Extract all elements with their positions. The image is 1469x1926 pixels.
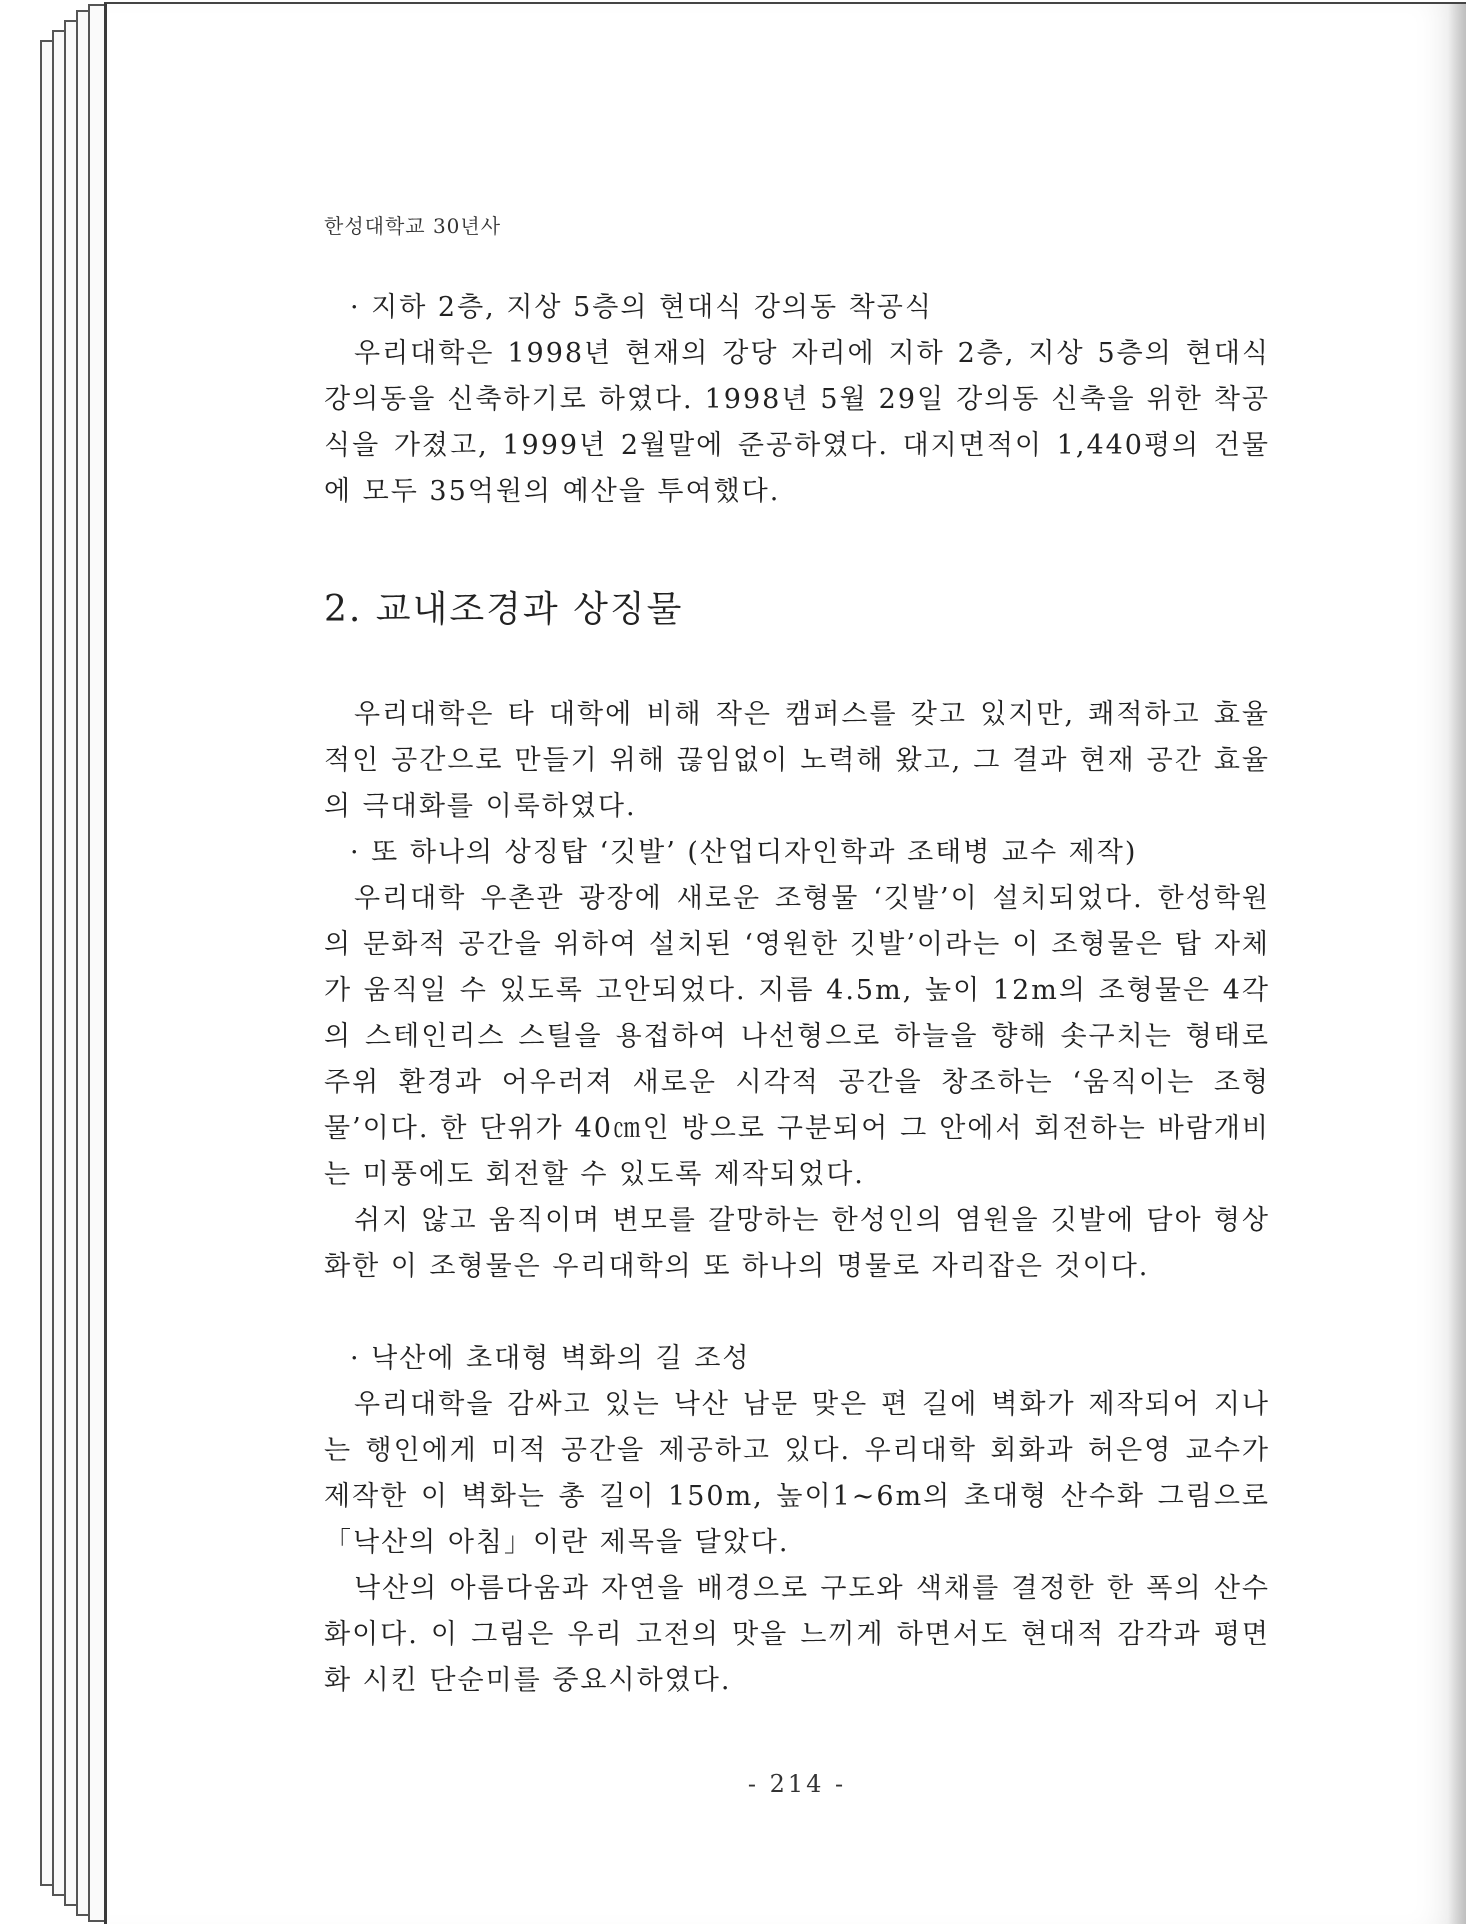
body-paragraph: 우리대학은 타 대학에 비해 작은 캠퍼스를 갖고 있지만, 쾌적하고 효율적인 공간으로 만들기 위해 끊임없이 노력해 왔고, 그 결과 현재 공간 효율의 극대화를 이룩하였다. bbox=[324, 699, 1270, 822]
body-paragraph: 우리대학은 1998년 현재의 강당 자리에 지하 2층, 지상 5층의 현대식 강의동을 신축하기로 하였다. 1998년 5월 29일 강의동 신축을 위한 착공식을 가졌고, 1999년 2월말에 준공하였다. 대지면적이 1,440평의 건물에 모두 35억원의 예산을 투여했다. bbox=[324, 338, 1270, 507]
paragraph-spacer bbox=[324, 1290, 1270, 1336]
bullet-subheading: · 또 하나의 상징탑 ‘깃발’ (산업디자인학과 조태병 교수 제작) bbox=[350, 837, 1138, 868]
section-heading: 2. 교내조경과 상징물 bbox=[324, 589, 684, 630]
page-fold-shadow bbox=[1448, 4, 1466, 1924]
text-body bbox=[324, 285, 1270, 1704]
body-paragraph: 낙산의 아름다움과 자연을 배경으로 구도와 색채를 결정한 한 폭의 산수화이다. 이 그림은 우리 고전의 맛을 느끼게 하면서도 현대적 감각과 평면화 시킨 단순미를 중요시하였다. bbox=[324, 1573, 1270, 1696]
body-paragraph: 쉬지 않고 움직이며 변모를 갈망하는 한성인의 염원을 깃발에 담아 형상화한 이 조형물은 우리대학의 또 하나의 명물로 자리잡은 것이다. bbox=[324, 1205, 1270, 1282]
body-paragraph: 우리대학을 감싸고 있는 낙산 남문 맞은 편 길에 벽화가 제작되어 지나는 행인에게 미적 공간을 제공하고 있다. 우리대학 회화과 허은영 교수가 제작한 이 벽화는 총 길이 150m, 높이1∼6m의 초대형 산수화 그림으로 「낙산의 아침」이란 제목을 달았다. bbox=[324, 1389, 1270, 1558]
running-head: 한성대학교 30년사 bbox=[324, 214, 502, 238]
page-number: - 214 - bbox=[747, 1770, 847, 1798]
page-content bbox=[324, 210, 1270, 1798]
body-paragraph: 우리대학 우촌관 광장에 새로운 조형물 ‘깃발’이 설치되었다. 한성학원의 문화적 공간을 위하여 설치된 ‘영원한 깃발’이라는 이 조형물은 탑 자체가 움직일 수 있도록 고안되었다. 지름 4.5m, 높이 12m의 조형물은 4각의 스테인리스 스틸을 용접하여 나선형으로 하늘을 향해 솟구치는 형태로 주위 환경과 어우러져 새로운 시각적 공간을 창조하는 ‘움직이는 조형물’이다. 한 단위가 40㎝인 방으로 구분되어 그 안에서 회전하는 바람개비는 미풍에도 회전할 수 있도록 제작되었다. bbox=[324, 883, 1270, 1190]
bullet-subheading: · 낙산에 초대형 벽화의 길 조성 bbox=[350, 1343, 751, 1374]
bullet-subheading: · 지하 2층, 지상 5층의 현대식 강의동 착공식 bbox=[350, 292, 933, 323]
